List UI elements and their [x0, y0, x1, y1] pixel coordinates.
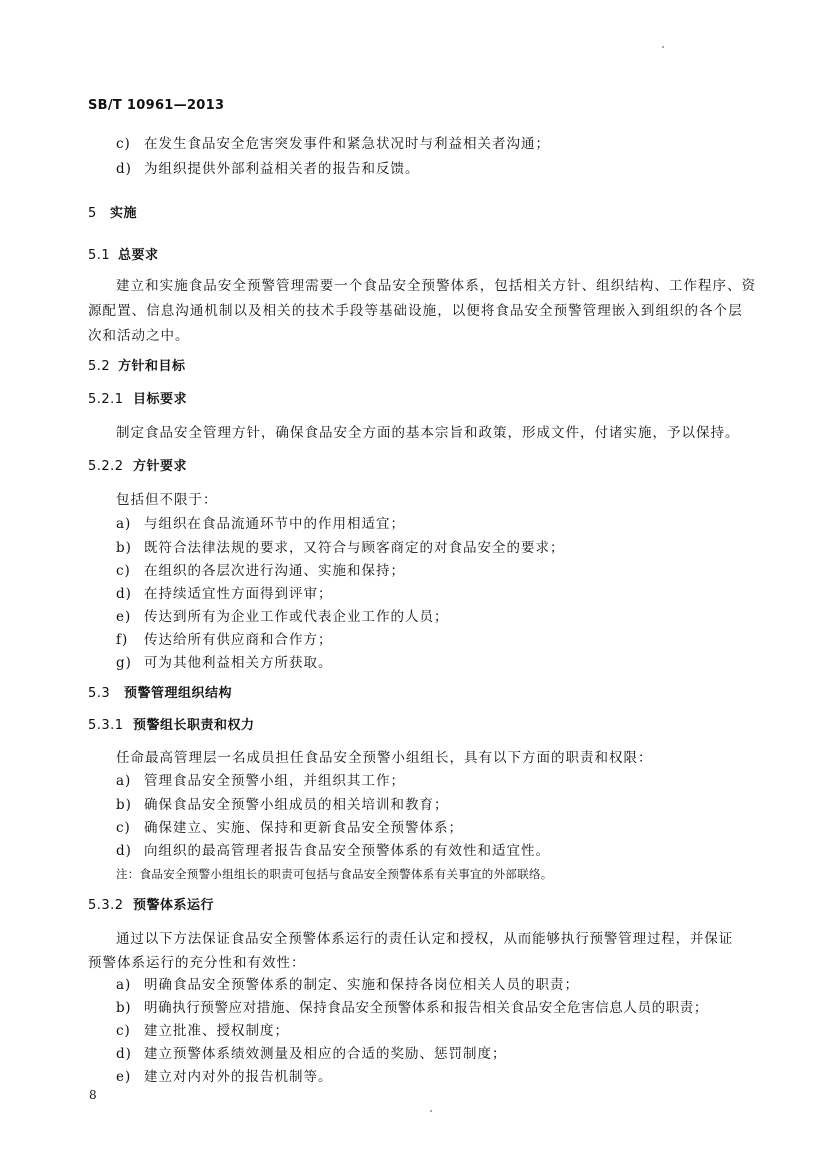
item-text: 建立预警体系绩效测量及相应的合适的奖励、惩罚制度；: [144, 1046, 507, 1062]
list-item: [116, 773, 405, 789]
list-item: [116, 632, 333, 648]
item-text: 可为其他利益相关方所获取。: [144, 655, 333, 671]
item-label: d): [116, 586, 132, 602]
section-title: 预警管理组织结构: [124, 686, 233, 701]
list-item: [116, 797, 449, 813]
section-title: 总要求: [118, 248, 159, 263]
item-label: a): [116, 516, 132, 532]
scan-speck: [662, 46, 664, 48]
item-text: 在组织的各层次进行沟通、实施和保持；: [144, 563, 405, 579]
item-text: 传达到所有为企业工作或代表企业工作的人员；: [144, 609, 449, 625]
paragraph-line: 包括但不限于：: [116, 492, 218, 508]
scan-speck: [430, 1110, 432, 1112]
note: 注：食品安全预警小组组长的职责可包括与食品安全预警体系有关事宜的外部联络。: [116, 867, 553, 881]
paragraph-line: 制定食品安全管理方针，确保食品安全方面的基本宗旨和政策，形成文件，付诸实施，予以保持。: [116, 425, 740, 441]
list-item: [116, 655, 333, 671]
section-heading: [88, 459, 187, 475]
item-text: 在发生食品安全危害突发事件和紧急状况时与利益相关者沟通；: [144, 136, 550, 152]
paragraph-line: 建立和实施食品安全预警管理需要一个食品安全预警体系，包括相关方针、组织结构、工作程序、资: [116, 278, 757, 294]
item-label: a): [116, 773, 132, 789]
paragraph-line: 预警体系运行的充分性和有效性：: [88, 955, 306, 971]
item-text: 确保建立、实施、保持和更新食品安全预警体系；: [144, 820, 463, 836]
item-label: c): [116, 563, 131, 579]
paragraph-line: 通过以下方法保证食品安全预警体系运行的责任认定和授权，从而能够执行预警管理过程，并保证: [116, 931, 734, 947]
section-heading: [88, 248, 159, 264]
item-label: c): [116, 136, 131, 152]
section-heading: [88, 392, 187, 408]
item-label: b): [116, 797, 132, 813]
section-number: 5.2.1: [88, 392, 124, 407]
item-label: e): [116, 609, 132, 625]
item-label: c): [116, 1023, 131, 1039]
list-item: [116, 136, 550, 152]
section-title: 方针要求: [133, 459, 188, 474]
item-text: 建立对内对外的报告机制等。: [144, 1069, 333, 1085]
standard-header: SB/T 10961—2013: [88, 98, 225, 113]
section-title: 目标要求: [133, 392, 188, 407]
list-item: [116, 586, 333, 602]
paragraph-line: 源配置、信息沟通机制以及相关的技术手段等基础设施，以便将食品安全预警管理嵌入到组织的各个层: [88, 303, 743, 319]
paragraph-line: 任命最高管理层一名成员担任食品安全预警小组组长，具有以下方面的职责和权限：: [116, 750, 653, 766]
item-label: f): [116, 632, 129, 648]
list-item: [116, 516, 405, 532]
section-heading: [88, 898, 214, 914]
item-label: d): [116, 843, 132, 859]
item-label: b): [116, 1000, 132, 1016]
item-text: 为组织提供外部利益相关者的报告和反馈。: [144, 161, 420, 177]
section-title: 预警体系运行: [133, 898, 215, 913]
item-text: 建立批准、授权制度；: [144, 1023, 289, 1039]
section-number: 5: [88, 206, 97, 221]
section-number: 5.3: [88, 686, 111, 701]
list-item: [116, 843, 550, 859]
item-text: 确保食品安全预警小组成员的相关培训和教育；: [144, 797, 449, 813]
item-label: b): [116, 540, 132, 556]
list-item: [116, 563, 405, 579]
item-text: 与组织在食品流通环节中的作用相适宜；: [144, 516, 405, 532]
item-label: e): [116, 1069, 132, 1085]
item-label: a): [116, 977, 132, 993]
item-label: g): [116, 655, 132, 671]
section-number: 5.3.2: [88, 898, 124, 913]
list-item: [116, 540, 565, 556]
section-heading: [88, 359, 186, 375]
section-number: 5.3.1: [88, 718, 124, 733]
page-number: 8: [89, 1088, 97, 1102]
section-number: 5.1: [88, 248, 111, 263]
section-number: 5.2.2: [88, 459, 124, 474]
section-title: 方针和目标: [118, 359, 186, 374]
paragraph-line: 次和活动之中。: [88, 328, 190, 344]
list-item: [116, 161, 420, 177]
section-heading: [88, 206, 137, 222]
item-label: d): [116, 161, 132, 177]
item-label: d): [116, 1046, 132, 1062]
section-number: 5.2: [88, 359, 111, 374]
item-text: 在持续适宜性方面得到评审；: [144, 586, 333, 602]
item-text: 明确执行预警应对措施、保持食品安全预警体系和报告相关食品安全危害信息人员的职责；: [144, 1000, 708, 1016]
list-item: [116, 977, 579, 993]
list-item: [116, 1046, 507, 1062]
item-text: 向组织的最高管理者报告食品安全预警体系的有效性和适宜性。: [144, 843, 550, 859]
list-item: [116, 609, 449, 625]
item-text: 明确食品安全预警体系的制定、实施和保持各岗位相关人员的职责；: [144, 977, 579, 993]
section-title: 预警组长职责和权力: [133, 718, 255, 733]
item-text: 传达给所有供应商和合作方；: [144, 632, 333, 648]
list-item: [116, 1000, 708, 1016]
section-heading: [88, 718, 255, 734]
list-item: [116, 1023, 289, 1039]
section-title: 实施: [110, 206, 138, 221]
list-item: [116, 820, 463, 836]
item-text: 既符合法律法规的要求，又符合与顾客商定的对食品安全的要求；: [144, 540, 565, 556]
item-text: 管理食品安全预警小组，并组织其工作；: [144, 773, 405, 789]
list-item: [116, 1069, 333, 1085]
item-label: c): [116, 820, 131, 836]
section-heading: [88, 686, 232, 702]
